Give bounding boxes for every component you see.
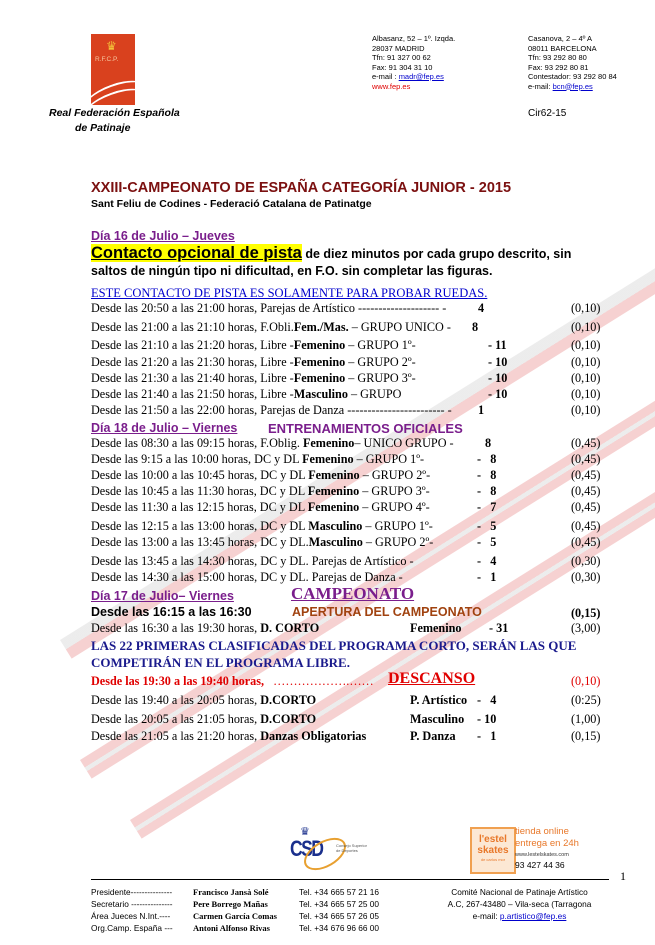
- row-text-post: – GRUPO 1º-: [362, 519, 433, 533]
- row-value: (0,10): [571, 387, 601, 401]
- row-text: Desde las 10:00 a las 10:45 horas, DC y DL: [91, 468, 309, 482]
- row-bold: Masculino: [308, 519, 363, 533]
- address-line: Fax: 93 292 80 81: [528, 62, 589, 72]
- row-count: - 31: [489, 621, 509, 635]
- intro-text: de diez minutos por cada grupo descrito, sin: [301, 247, 572, 261]
- sponsor-website: www.lestelskates.com: [515, 852, 569, 858]
- row-text: Desde las 21:50 a las 22:00 horas, Parejas de Danza ------------------------ -: [91, 403, 452, 417]
- officer-row: [91, 886, 379, 898]
- page-number: 1: [620, 869, 626, 883]
- row-text-post: – UNICO GRUPO -: [354, 436, 454, 450]
- row-value: (0,45): [571, 500, 601, 514]
- row-text: Desde las 10:45 a las 11:30 horas, DC y DL: [91, 484, 308, 498]
- officer-name: Francisco Jansà Solé: [193, 887, 269, 897]
- row-count: 1: [478, 403, 485, 417]
- schedule-row: [91, 693, 316, 708]
- row-value: (0,45): [571, 519, 601, 533]
- row-text: Desde las 12:15 a las 13:00 horas, DC y DL: [91, 519, 309, 533]
- row-value: (0,10): [571, 403, 601, 417]
- barcelona-address: [528, 34, 617, 91]
- officer-phone: Tel. +34 665 57 21 16: [299, 887, 380, 897]
- day16-intro: [91, 244, 571, 263]
- row-text-post: – GRUPO 2º-: [362, 535, 434, 549]
- officer-role: Org.Camp. España ---: [91, 923, 173, 933]
- row-bold: Femenino: [307, 500, 360, 514]
- break-time: Desde las 19:30 a las 19:40 horas,: [91, 674, 264, 688]
- row-text-post: – GRUPO 3º-: [359, 484, 430, 498]
- logo-text: R.F.C.P.: [95, 56, 119, 63]
- footer-divider: [91, 879, 609, 880]
- sponsor-info: [515, 826, 579, 870]
- row-text: Desde las 20:50 a las 21:00 horas, Parejas de Artístico -------------------- -: [91, 301, 447, 315]
- row-bold: Femenino: [302, 452, 354, 466]
- row-value: (0,45): [571, 535, 601, 549]
- row-text: Desde las 19:40 a las 20:05 horas,: [91, 693, 261, 707]
- row-text: Desde las 13:00 a las 13:45 horas, DC y DL.: [91, 535, 309, 549]
- row-text-post: – GRUPO 2º-: [359, 468, 431, 482]
- row-text: Desde las 21:05 a las 21:20 horas,: [91, 729, 261, 743]
- row-value: (0,30): [571, 570, 601, 584]
- day18-heading: Día 18 de Julio – Viernes: [91, 421, 238, 435]
- row-value: (3,00): [571, 621, 601, 635]
- row-text: Desde las 08:30 a las 09:15 horas, F.Oblig.: [91, 436, 303, 450]
- row-count: 8: [485, 436, 492, 450]
- highlight-text: Contacto opcional de pista: [91, 244, 302, 262]
- row-bold: D. CORTO: [260, 621, 320, 635]
- row-bold: Danzas Obligatorias: [260, 729, 367, 743]
- crown-icon: ♛: [106, 39, 117, 53]
- schedule-row: [91, 387, 401, 402]
- officer-role: Secretario ---------------: [91, 899, 173, 909]
- address-line: 08011 BARCELONA: [528, 43, 597, 53]
- sponsor-name-2: skates: [477, 845, 509, 856]
- org-name: Real Federación Española: [49, 107, 180, 119]
- schedule-row: [91, 621, 319, 636]
- row-text-post: – GRUPO 3º-: [345, 371, 416, 385]
- sponsor-name: l'estel: [479, 834, 507, 845]
- csd-text: CSD: [290, 836, 323, 861]
- schedule-row: [91, 519, 433, 534]
- address-line: 28037 MADRID: [372, 43, 425, 53]
- qualification-note-2: COMPETIRÁN EN EL PROGRAMA LIBRE.: [91, 655, 350, 670]
- row-value: (0,45): [571, 452, 601, 466]
- row-value: (0,30): [571, 554, 601, 568]
- row-count: - 4: [477, 693, 497, 707]
- row-count: - 10: [488, 387, 508, 401]
- officer-role: Área Jueces N.Int.----: [91, 911, 171, 921]
- row-count: - 5: [477, 535, 497, 549]
- officer-row: [91, 922, 379, 934]
- schedule-row: [91, 301, 446, 316]
- row-count: - 8: [477, 468, 497, 482]
- row-bold: Femenino: [302, 436, 355, 450]
- row-count: - 8: [477, 452, 497, 466]
- madrid-address: [372, 34, 455, 91]
- address-line: Tfn: 93 292 80 80: [528, 53, 587, 62]
- row-text: Desde las 21:30 a las 21:40 horas, Libre -: [91, 371, 294, 385]
- break-row: [91, 674, 374, 689]
- page-subtitle: Sant Feliu de Codines - Federació Catalana de Patinatge: [91, 198, 372, 210]
- row-text: Desde las 21:10 a las 21:20 horas, Libre -: [91, 338, 294, 352]
- schedule-row: [91, 371, 416, 386]
- org-name-2: de Patinaje: [75, 122, 131, 134]
- email-label: e-mail:: [472, 911, 500, 921]
- schedule-row: [91, 712, 316, 727]
- row-bold: Femenino: [308, 468, 360, 482]
- madrid-email-link[interactable]: madr@fep.es: [398, 72, 444, 81]
- row-value: (0,10): [571, 338, 601, 352]
- row-bold: D.CORTO: [260, 712, 317, 726]
- schedule-row: [91, 338, 416, 353]
- schedule-row: [91, 484, 430, 499]
- row-text: Desde las 9:15 a las 10:00 horas, DC y DL: [91, 452, 303, 466]
- committee-name: Comité Nacional de Patinaje Artístico: [451, 887, 588, 897]
- row-text-post: – GRUPO 1º-: [353, 452, 425, 466]
- officer-row: [91, 898, 379, 910]
- row-bold: Masculino: [308, 535, 363, 549]
- committee-info: [447, 886, 592, 922]
- break-dots: ……………….……: [273, 674, 374, 688]
- schedule-row: [91, 452, 424, 467]
- notice-text: ESTE CONTACTO DE PISTA ES SOLAMENTE PARA PROBAR RUEDAS.: [91, 286, 488, 300]
- row-bold: D.CORTO: [260, 693, 317, 707]
- row-count: - 10: [488, 355, 508, 369]
- row-text: Desde las 13:45 a las 14:30 horas, DC y DL. Parejas de Artístico -: [91, 554, 414, 568]
- row-text: Desde las 21:40 a las 21:50 horas, Libre -: [91, 387, 294, 401]
- address-line: Contestador: 93 292 80 84: [528, 72, 617, 81]
- row-text-post: – GRUPO: [347, 387, 402, 401]
- row-count: - 1: [477, 729, 497, 743]
- row-count: - 11: [488, 338, 507, 352]
- row-value: (0,10): [571, 371, 601, 385]
- officer-role: Presidente---------------: [91, 887, 173, 897]
- schedule-row: [91, 436, 454, 451]
- officer-name: Pere Borrego Mañas: [193, 899, 268, 909]
- row-text: Desde las 20:05 a las 21:05 horas,: [91, 712, 261, 726]
- row-value: (0,10): [571, 301, 601, 315]
- row-text-post: – GRUPO 2º-: [345, 355, 416, 369]
- row-value: (0:25): [571, 693, 601, 707]
- row-category: P. Danza: [410, 729, 456, 743]
- row-value: (0,10): [571, 355, 601, 369]
- row-count: - 8: [477, 484, 497, 498]
- row-text: Desde las 21:20 a las 21:30 horas, Libre -: [91, 355, 294, 369]
- officer-phone: Tel. +34 676 96 66 00: [299, 923, 380, 933]
- barcelona-email-link[interactable]: bcn@fep.es: [552, 81, 593, 91]
- officers-list: [91, 886, 379, 934]
- row-category: Femenino: [410, 621, 462, 635]
- address-line: Tfn: 91 327 00 62: [372, 53, 431, 62]
- schedule-row: [91, 500, 430, 515]
- row-bold: Femenino: [293, 371, 346, 385]
- row-text: Desde las 21:00 a las 21:10 horas, F.Obli.: [91, 320, 294, 334]
- officer-phone: Tel. +34 665 57 26 05: [299, 911, 380, 921]
- row-category: Masculino: [410, 712, 465, 726]
- sponsor-phone: 93 427 44 36: [515, 860, 565, 870]
- row-count: - 4: [477, 554, 497, 568]
- sponsor-logo: [470, 827, 516, 874]
- row-text-post: – GRUPO 1º-: [345, 338, 416, 352]
- officer-phone: Tel. +34 665 57 25 00: [299, 899, 380, 909]
- address-line: Fax: 91 304 31 10: [372, 62, 433, 72]
- row-bold: Masculino: [293, 387, 348, 401]
- address-line: Albasanz, 52 – 1º. Izqda.: [372, 34, 456, 43]
- row-text: Desde las 16:30 a las 19:30 horas,: [91, 621, 261, 635]
- day17-label: CAMPEONATO: [291, 584, 415, 603]
- intro-text-2: saltos de ningún tipo ni dificultad, en F.O. sin completar las figuras.: [91, 264, 493, 278]
- row-count: - 1: [477, 570, 497, 584]
- csd-logo: [290, 825, 370, 875]
- sponsor-sub: de carlos mor: [480, 857, 506, 862]
- qualification-note: LAS 22 PRIMERAS CLASIFICADAS DEL PROGRAMA CORTO, SERÁN LAS QUE: [91, 638, 577, 653]
- row-count: - 10: [488, 371, 508, 385]
- sponsor-tagline-2: entrega en 24h: [515, 838, 579, 849]
- break-value: (0,10): [571, 674, 601, 688]
- rfcp-logo: [91, 34, 135, 105]
- opening-value: (0,15): [571, 606, 601, 620]
- row-count: - 5: [477, 519, 497, 533]
- row-bold: Femenino: [293, 355, 346, 369]
- schedule-row: [91, 468, 430, 483]
- day18-label: ENTRENAMIENTOS OFICIALES: [268, 421, 463, 436]
- schedule-row: [91, 355, 416, 370]
- email-label: e-mail :: [372, 72, 397, 81]
- schedule-row: [91, 729, 366, 744]
- website-link[interactable]: www.fep.es: [372, 81, 411, 91]
- schedule-row: [91, 554, 414, 569]
- row-category: P. Artístico: [410, 693, 468, 707]
- row-value: (0,45): [571, 484, 601, 498]
- row-count: 4: [478, 301, 485, 315]
- opening-time: Desde las 16:15 a las 16:30: [91, 605, 252, 619]
- schedule-row: [91, 535, 433, 550]
- opening-label: APERTURA DEL CAMPEONATO: [292, 605, 482, 619]
- schedule-row: [91, 570, 403, 585]
- row-text: Desde las 14:30 a las 15:00 horas, DC y DL. Parejas de Danza -: [91, 570, 403, 584]
- crown-icon: ♛: [300, 826, 310, 838]
- row-value: (0,10): [571, 320, 601, 334]
- csd-subtitle: Consejo Superior de Deportes: [336, 843, 367, 853]
- row-bold: Femenino: [293, 338, 346, 352]
- officer-name: Antoni Alfonso Rivas: [193, 923, 270, 933]
- schedule-row: [91, 320, 451, 335]
- row-count: 8: [472, 320, 479, 334]
- row-value: (1,00): [571, 712, 601, 726]
- page-title: XXIII-CAMPEONATO DE ESPAÑA CATEGORÍA JUNIOR - 2015: [91, 180, 512, 196]
- row-bold: Fem./Mas.: [293, 320, 349, 334]
- schedule-row: [91, 403, 452, 418]
- committee-address: A.C, 267-43480 – Vila-seca (Tarragona: [447, 899, 592, 909]
- row-value: (0,45): [571, 436, 601, 450]
- address-line: Casanova, 2 – 4º A: [528, 34, 593, 43]
- row-text-post: – GRUPO 4º-: [359, 500, 430, 514]
- row-count: - 10: [477, 712, 497, 726]
- row-value: (0,45): [571, 468, 601, 482]
- sponsor-tagline: tienda online: [515, 826, 569, 837]
- officer-name: Carmen García Comas: [193, 911, 277, 921]
- break-label: DESCANSO: [388, 670, 476, 687]
- row-text-post: – GRUPO UNICO -: [348, 320, 451, 334]
- officer-row: [91, 910, 379, 922]
- row-bold: Femenino: [307, 484, 360, 498]
- row-count: - 7: [477, 500, 497, 514]
- row-value: (0,15): [571, 729, 601, 743]
- row-text: Desde las 11:30 a las 12:15 horas, DC y DL: [91, 500, 308, 514]
- day17-heading: Día 17 de Julio– Viernes: [91, 589, 234, 603]
- committee-email-link[interactable]: p.artistico@fep.es: [499, 911, 567, 921]
- circular-reference: Cir62-15: [528, 108, 567, 119]
- day16-heading: Día 16 de Julio – Jueves: [91, 229, 235, 243]
- email-label: e-mail:: [528, 81, 551, 91]
